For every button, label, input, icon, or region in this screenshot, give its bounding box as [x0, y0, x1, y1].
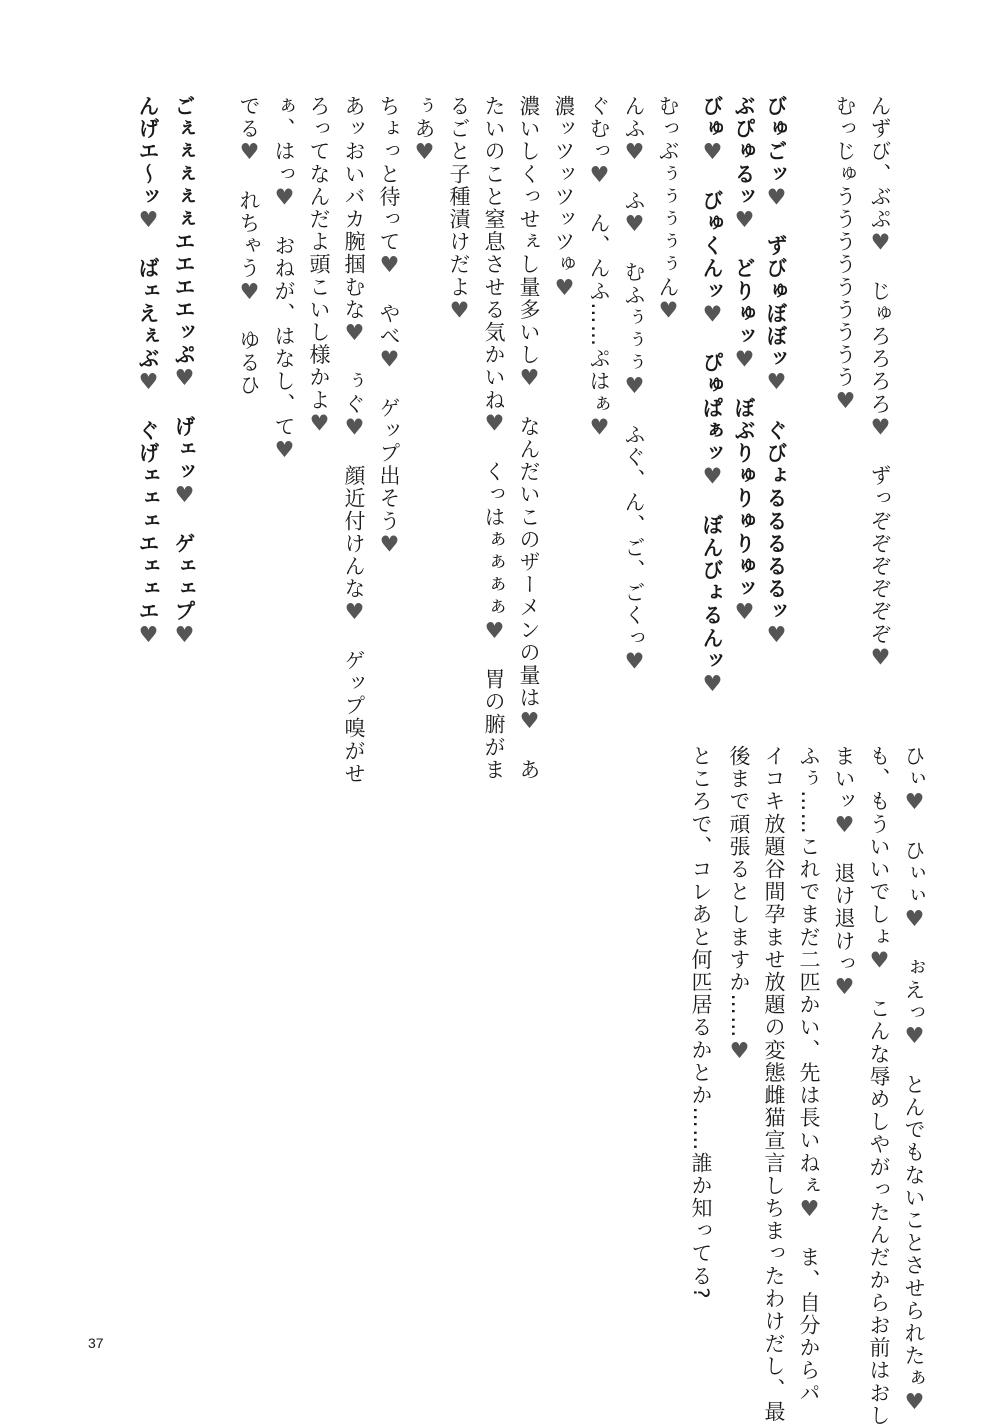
- text-column: たいのこと窒息させる気かいね♥ くっはぁぁぁぁ♥ 胃の腑がま: [482, 95, 507, 782]
- heart-icon: ♥: [902, 790, 927, 817]
- heart-icon: ♥: [136, 370, 161, 397]
- heart-icon: ♥: [172, 366, 197, 393]
- heart-icon: ♥: [902, 1389, 927, 1417]
- heart-icon: ♥: [307, 411, 332, 439]
- heart-icon: ♥: [272, 185, 297, 213]
- heart-icon: ♥: [377, 253, 402, 280]
- text-column: まいッ♥ 退け退けっ♥: [832, 745, 857, 1002]
- heart-icon: ♥: [482, 411, 507, 439]
- heart-icon: ♥: [727, 1038, 752, 1066]
- text-column: でる♥ れちゃう♥ ゆるひ: [237, 95, 262, 397]
- heart-icon: ♥: [622, 140, 647, 167]
- heart-icon: ♥: [342, 600, 367, 627]
- text-column: も、もういいでしょ♥ こんな辱めしやがったんだからお前はおし: [867, 745, 892, 1427]
- heart-icon: ♥: [172, 483, 197, 510]
- heart-icon: ♥: [868, 415, 893, 443]
- text-column: イコキ放題谷間孕ませ放題の変態雌猫宣言しちまったわけだし、最: [762, 745, 786, 1423]
- text-column: ひぃ♥ ひぃぃ♥ ぉえっ♥ とんでもないことさせられたぁ♥: [902, 745, 927, 1417]
- text-column: ごぇぇぇぇぇエエエエッぷ♥ げェッ♥ ゲェェプ♥: [172, 95, 197, 650]
- text-column: ぅあ♥: [412, 95, 437, 167]
- heart-icon: ♥: [237, 279, 262, 307]
- text-column: あッおいバカ腕掴むな♥ ぅぐ♥ 顔近付けんな♥ ゲップ嗅がせ: [342, 95, 367, 786]
- text-column: 後まで頑張るとしますか……♥: [727, 745, 752, 1066]
- text-column: 濃ッツッツッツゅ♥: [552, 95, 577, 303]
- text-column: びゅ♥ びゅくんッ♥ ぴゅぱぁッ♥ ぼんびょるんッ♥: [700, 95, 725, 699]
- heart-icon: ♥: [832, 812, 857, 840]
- heart-icon: ♥: [867, 948, 892, 976]
- heart-icon: ♥: [412, 140, 437, 167]
- text-column: んげエ～ッ♥ ばェえぇぶ♥ ぐげェェェエェェエ♥: [136, 95, 161, 650]
- heart-icon: ♥: [764, 370, 789, 397]
- heart-icon: ♥: [902, 1024, 927, 1051]
- heart-icon: ♥: [764, 622, 789, 650]
- heart-icon: ♥: [517, 366, 542, 393]
- heart-icon: ♥: [700, 464, 725, 492]
- heart-icon: ♥: [622, 212, 647, 239]
- text-column: びゅごッ♥ ずびゅぼぼッ♥ ぐびょるるるるるッ♥: [764, 95, 789, 650]
- heart-icon: ♥: [622, 649, 647, 677]
- heart-icon: ♥: [732, 208, 757, 235]
- heart-icon: ♥: [622, 374, 647, 401]
- heart-icon: ♥: [587, 162, 612, 190]
- heart-icon: ♥: [136, 622, 161, 650]
- text-column: ろってなんだよ頭こいし様かよ♥: [307, 95, 332, 439]
- heart-icon: ♥: [447, 298, 472, 326]
- heart-icon: ♥: [237, 140, 262, 167]
- heart-icon: ♥: [482, 618, 507, 646]
- heart-icon: ♥: [868, 645, 893, 673]
- text-column: 濃いしくっせぇし量多いし♥ なんだいこのザーメンの量は♥ あ: [517, 95, 542, 782]
- heart-icon: ♥: [732, 347, 757, 375]
- heart-icon: ♥: [342, 415, 367, 443]
- heart-icon: ♥: [832, 975, 857, 1002]
- text-column: ところで、コレあと何匹居るかとか……誰か知ってる?: [689, 745, 713, 1301]
- heart-icon: ♥: [172, 622, 197, 650]
- heart-icon: ♥: [797, 1197, 822, 1224]
- heart-icon: ♥: [587, 415, 612, 443]
- heart-icon: ♥: [272, 438, 297, 465]
- heart-icon: ♥: [902, 907, 927, 934]
- heart-icon: ♥: [700, 140, 725, 167]
- text-column: ぁ、はっ♥ おねが、はなし、て♥: [272, 95, 297, 465]
- page-number: 37: [88, 1335, 104, 1351]
- text-column: ぶぴゅるッ♥ どりゅッ♥ ぼぶりゅりゅりゅッ♥: [732, 95, 757, 627]
- heart-icon: ♥: [552, 275, 577, 303]
- heart-icon: ♥: [377, 532, 402, 560]
- heart-icon: ♥: [732, 600, 757, 627]
- heart-icon: ♥: [700, 302, 725, 330]
- heart-icon: ♥: [342, 321, 367, 348]
- heart-icon: ♥: [517, 709, 542, 736]
- text-column: むっじゅううううううううう♥: [833, 95, 858, 416]
- text-column: むっぶぅぅぅぅぅん♥: [656, 95, 681, 326]
- heart-icon: ♥: [377, 347, 402, 375]
- heart-icon: ♥: [656, 298, 681, 326]
- heart-icon: ♥: [136, 208, 161, 235]
- text-column: ちょっと待って♥ やべ♥ ゲップ出そう♥: [377, 95, 402, 560]
- heart-icon: ♥: [700, 672, 725, 699]
- text-column: んふ♥ ふ♥ むふぅぅぅ♥ ふぐ、ん、ご、ごくっ♥: [622, 95, 647, 677]
- text-column: ふぅ……これでまだ二匹かい、先は長いねぇ♥ ま、自分からパ: [797, 745, 822, 1405]
- heart-icon: ♥: [833, 388, 858, 416]
- text-column: るごと子種漬けだよ♥: [447, 95, 472, 326]
- text-column: ぐむっ♥ ん、んふ……ぷはぁ♥: [587, 95, 612, 443]
- heart-icon: ♥: [764, 185, 789, 213]
- text-column: んずび、ぶぷ♥ じゅろろろろ♥ ずっぞぞぞぞぞぞ♥: [868, 95, 893, 673]
- heart-icon: ♥: [868, 230, 893, 258]
